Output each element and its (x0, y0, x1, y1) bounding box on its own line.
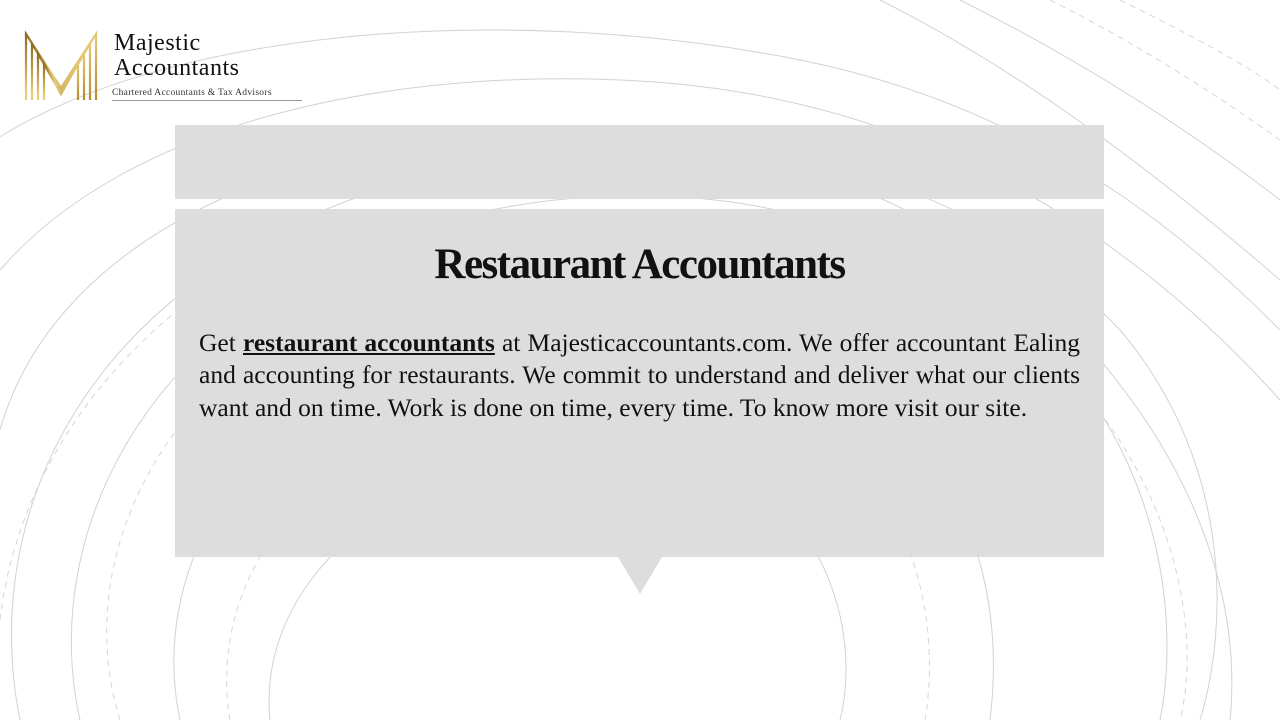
body-rest-text: at Majesticaccountants.com. We offer accountant Ealing and accounting for restaurants. We commit to understand and deliver what our clients want and on time. Work is done on time, every time. To know more visit our site. (199, 328, 1081, 422)
logo-divider (112, 100, 302, 101)
logo-name-accountants: Accountants (114, 55, 240, 81)
header-banner-panel (175, 125, 1104, 199)
content-panel (175, 209, 1104, 557)
company-logo[interactable] (22, 28, 312, 108)
logo-m-monogram-icon (22, 30, 100, 102)
logo-name-majestic: Majestic (114, 30, 201, 56)
logo-tagline: Chartered Accountants & Tax Advisors (112, 88, 272, 98)
restaurant-accountants-link[interactable]: restaurant accountants (243, 328, 495, 357)
body-paragraph (199, 327, 1080, 424)
callout-pointer (618, 557, 662, 594)
body-lead-text: Get (199, 328, 236, 357)
page-title: Restaurant Accountants (434, 241, 845, 288)
